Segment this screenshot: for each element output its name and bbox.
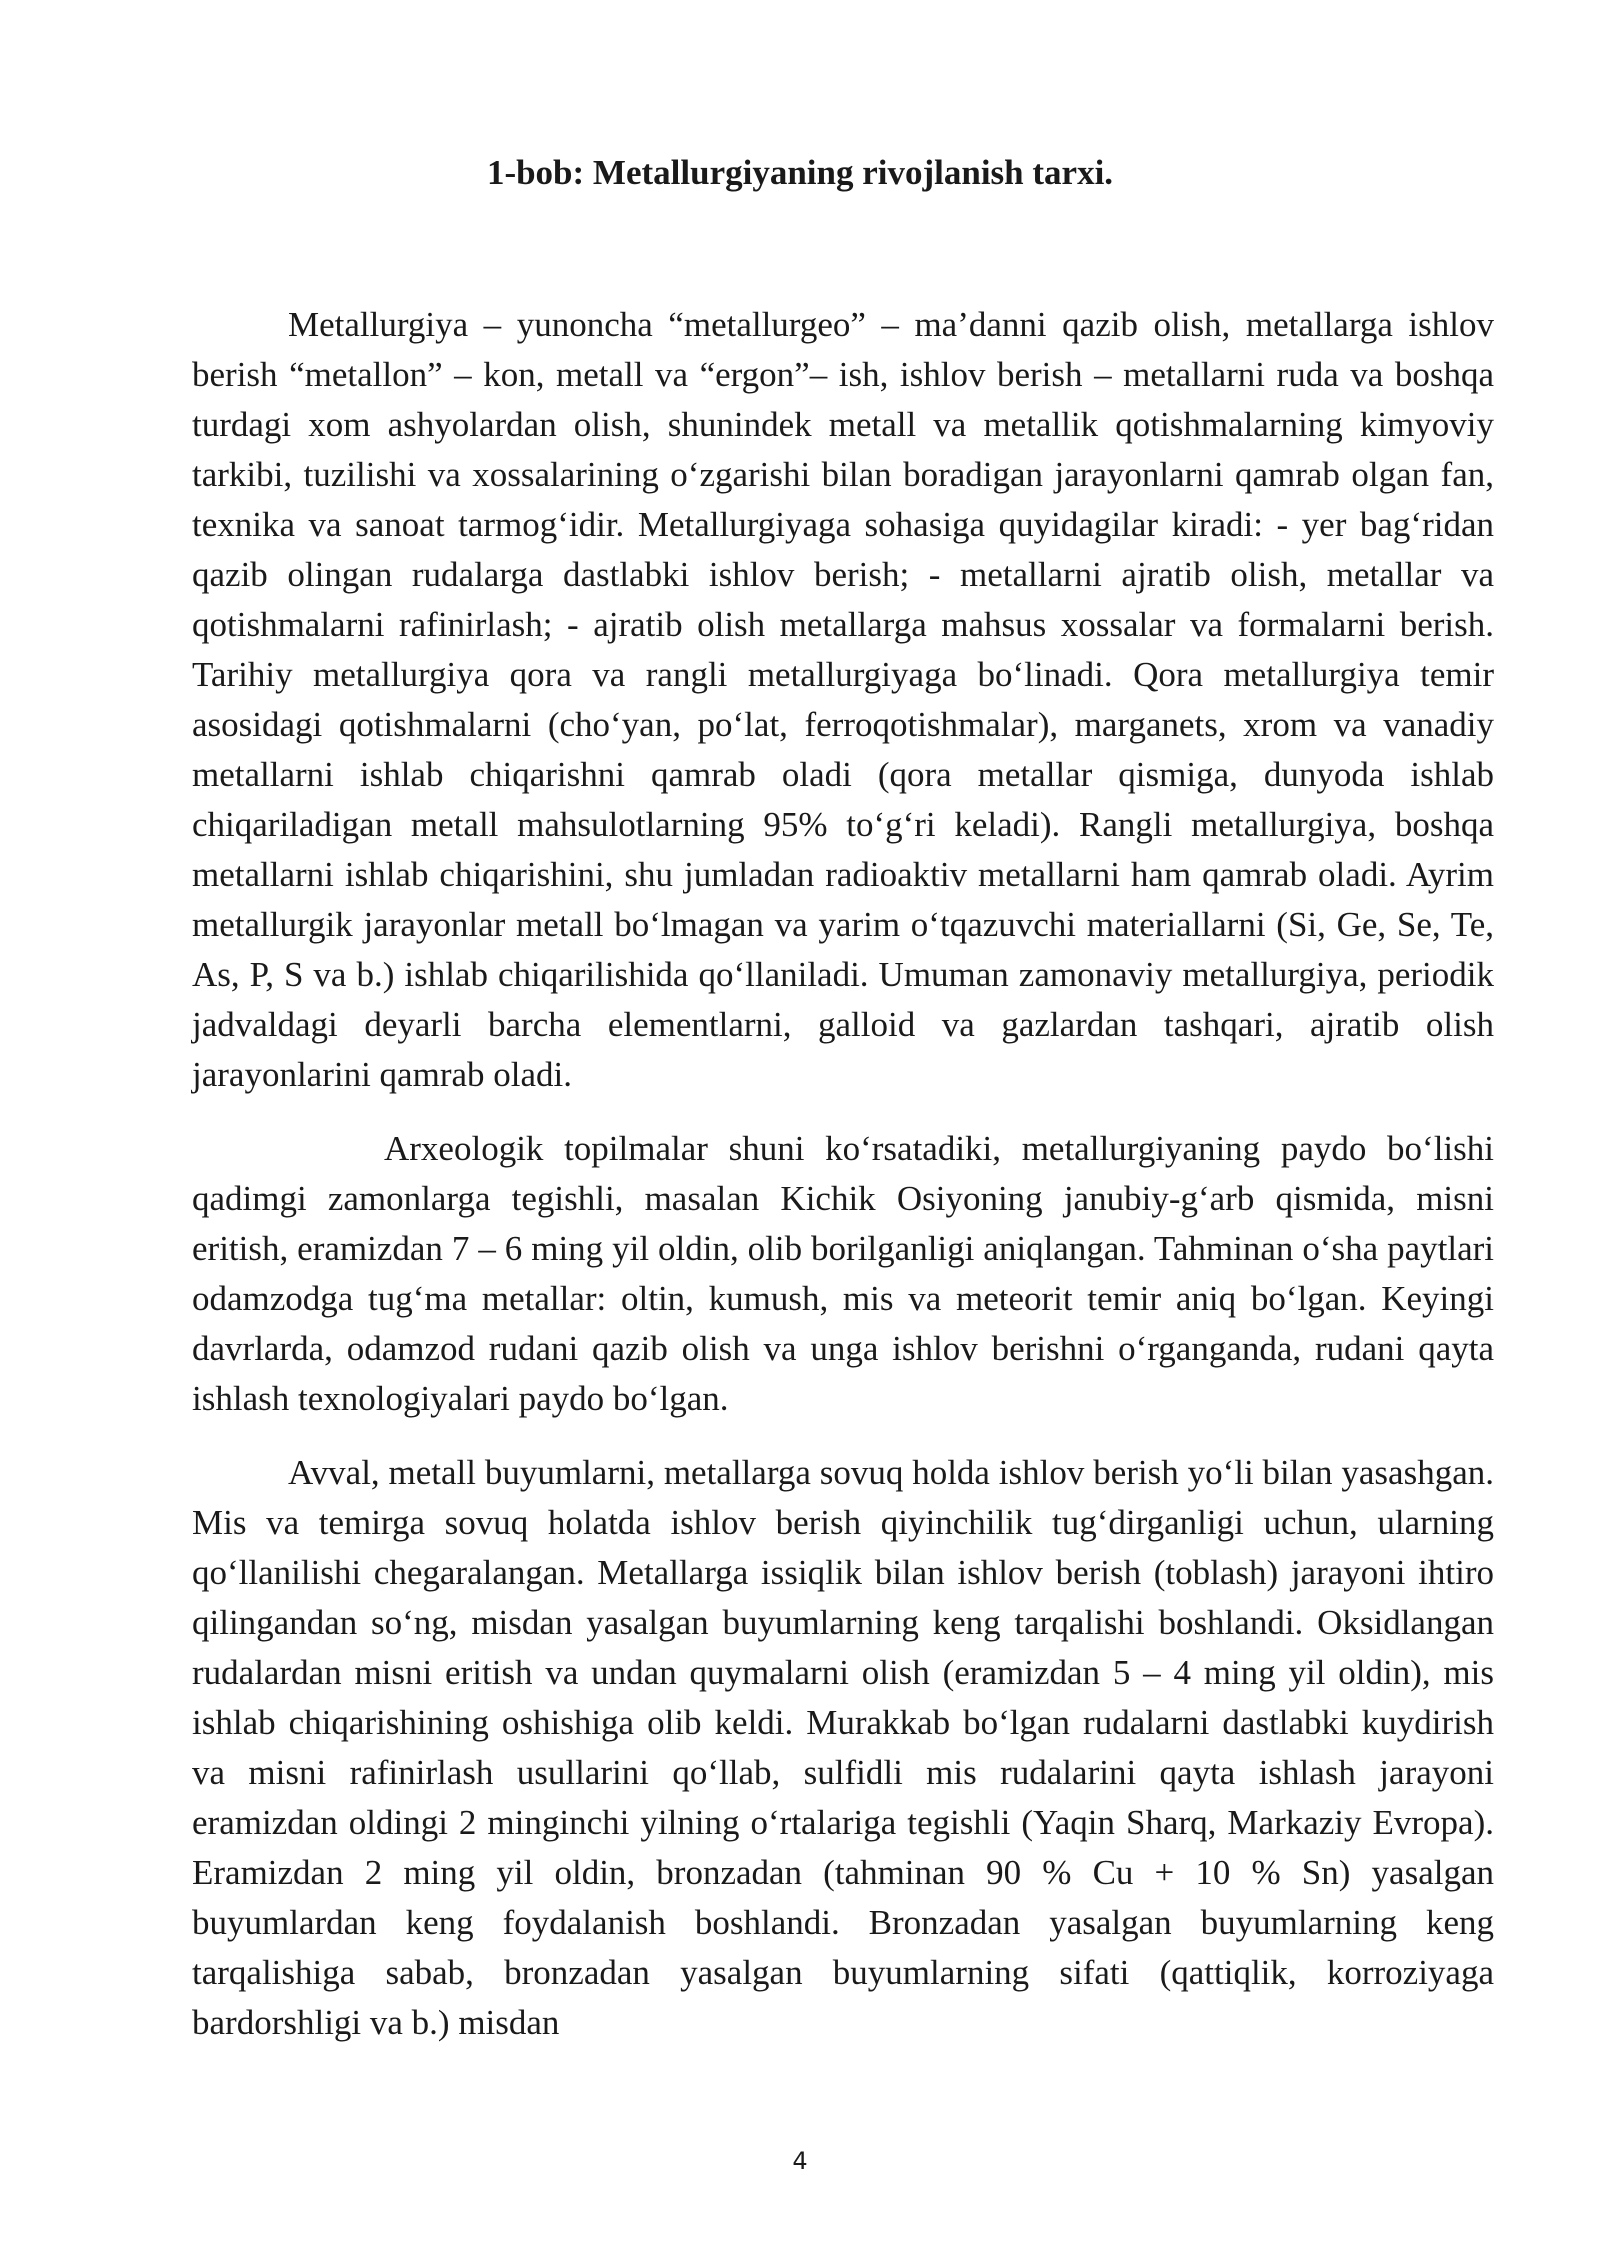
document-body	[192, 300, 1494, 2072]
page-title: 1-bob: Metallurgiyaning rivojlanish tarxi.	[486, 153, 1114, 192]
paragraph-archeological-findings: Arxeologik topilmalar shuni ko‘rsatadiki, metallurgiyaning paydo bo‘lishi qadimgi zamonlarga tegishli, masalan Kichik Osiyoning janubiy-g‘arb qismida, misni eritish, eramizdan 7 – 6 ming yil oldin, olib borilganligi aniqlangan. Tahminan o‘sha paytlari odamzodga tug‘ma metallar: oltin, kumush, mis va meteorit temir aniq bo‘lgan. Keyingi davrlarda, odamzod rudani qazib olish va unga ishlov berishni o‘rganganda, rudani qayta ishlash texnologiyalari paydo bo‘lgan.	[192, 1129, 1494, 1418]
paragraph-metallurgiya-definition: Metallurgiya – yunoncha “metallurgeo” – ma’danni qazib olish, metallarga ishlov berish “metallon” – kon, metall va “ergon”– ish, ishlov berish – metallarni ruda va boshqa turdagi xom ashyolardan olish, shunindek metall va metallik qotishmalarning kimyoviy tarkibi, tuzilishi va xossalarining o‘zgarishi bilan boradigan jarayonlarni qamrab olgan fan, texnika va sanoat tarmog‘idir. Metallurgiyaga sohasiga quyidagilar kiradi: - yer bag‘ridan qazib olingan rudalarga dastlabki ishlov berish; - metallarni ajratib olish, metallar va qotishmalarni rafinirlash; - ajratib olish metallarga mahsus xossalar va formalarni berish. Tarihiy metallurgiya qora va rangli metallurgiyaga bo‘linadi. Qora metallurgiya temir asosidagi qotishmalarni (cho‘yan, po‘lat, ferroqotishmalar), marganets, xrom va vanadiy metallarni ishlab chiqarishni qamrab oladi (qora metallar qismiga, dunyoda ishlab chiqariladigan metall mahsulotlarning 95% to‘g‘ri keladi). Rangli metallurgiya, boshqa metallarni ishlab chiqarishini, shu jumladan radioaktiv metallarni ham qamrab oladi. Ayrim metallurgik jarayonlar metall bo‘lmagan va yarim o‘tqazuvchi materiallarni (Si, Ge, Se, Te, As, P, S va b.) ishlab chiqarilishida qo‘llaniladi. Umuman zamonaviy metallurgiya, periodik jadvaldagi deyarli barcha elementlarni, galloid va gazlardan tashqari, ajratib olish jarayonlarini qamrab oladi.	[192, 305, 1494, 1094]
paragraph-early-metalworking: Avval, metall buyumlarni, metallarga sovuq holda ishlov berish yo‘li bilan yasashgan. Mis va temirga sovuq holatda ishlov berish qiyinchilik tug‘dirganligi uchun, ularning qo‘llanilishi chegaralangan. Metallarga issiqlik bilan ishlov berish (toblash) jarayoni ihtiro qilingandan so‘ng, misdan yasalgan buyumlarning keng tarqalishi boshlandi. Oksidlangan rudalardan misni eritish va undan quymalarni olish (eramizdan 5 – 4 ming yil oldin), mis ishlab chiqarishining oshishiga olib keldi. Murakkab bo‘lgan rudalarni dastlabki kuydirish va misni rafinirlash usullarini qo‘llab, sulfidli mis rudalarini qayta ishlash jarayoni eramizdan oldingi 2 minginchi yilning o‘rtalariga tegishli (Yaqin Sharq, Markaziy Evropa). Eramizdan 2 ming yil oldin, bronzadan (tahminan 90 % Cu + 10 % Sn) yasalgan buyumlardan keng foydalanish boshlandi. Bronzadan yasalgan buyumlarning keng tarqalishiga sabab, bronzadan yasalgan buyumlarning sifati (qattiqlik, korroziyaga bardorshligi va b.) misdan	[192, 1453, 1494, 2042]
page-number: 4	[792, 2147, 808, 2175]
